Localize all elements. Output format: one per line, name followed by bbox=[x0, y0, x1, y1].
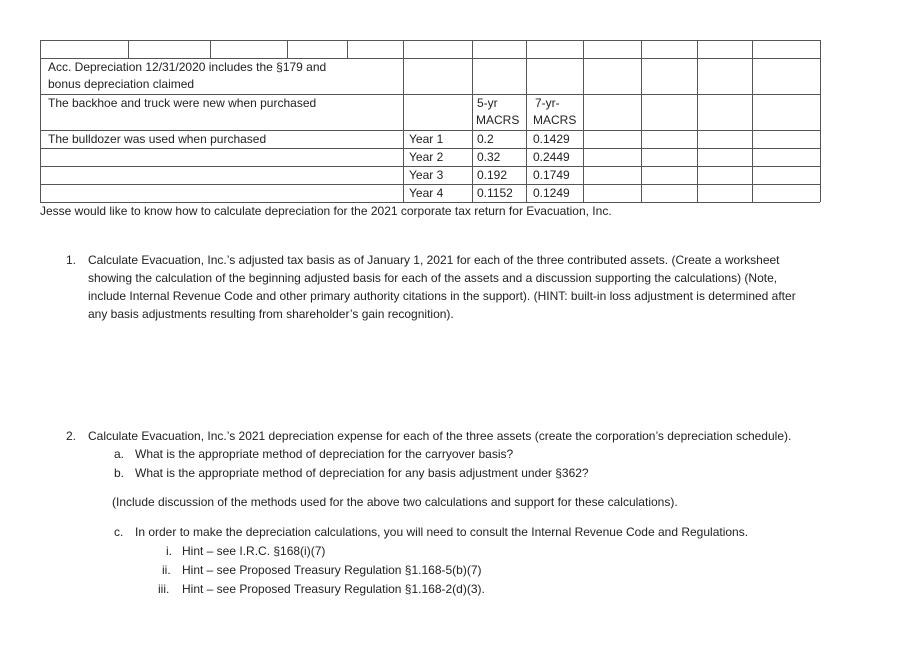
rate-5yr: 0.32 bbox=[477, 150, 501, 164]
header-7yr: 7-yr- bbox=[535, 96, 560, 110]
rate-7yr: 0.1429 bbox=[533, 132, 570, 146]
intro-text: Jesse would like to know how to calculate depreciation for the 2021 corporate tax return for Evacuation, Inc. bbox=[40, 204, 612, 218]
hint-marker: iii. bbox=[158, 582, 170, 596]
q2a-text: What is the appropriate method of depreciation for the carryover basis? bbox=[135, 447, 514, 461]
rate-7yr: 0.2449 bbox=[533, 150, 570, 164]
q2b-text: What is the appropriate method of depreciation for any basis adjustment under §362? bbox=[135, 466, 589, 480]
hint-text: Hint – see Proposed Treasury Regulation §1.168-2(d)(3). bbox=[182, 582, 485, 596]
header-5yr-macrs: MACRS bbox=[476, 113, 520, 127]
q2b-marker: b. bbox=[114, 466, 125, 480]
rate-7yr: 0.1249 bbox=[533, 186, 570, 200]
acc-depreciation-line2: bonus depreciation claimed bbox=[48, 77, 195, 91]
q2c-text: In order to make the depreciation calculations, you will need to consult the Internal Revenue Code and Regulations. bbox=[135, 525, 749, 539]
header-5yr: 5-yr bbox=[477, 96, 498, 110]
q2-note: (Include discussion of the methods used for the above two calculations and support for these calculations). bbox=[112, 495, 678, 509]
q2-number: 2. bbox=[66, 429, 77, 443]
year-label: Year 3 bbox=[409, 168, 444, 182]
hint-text: Hint – see I.R.C. §168(i)(7) bbox=[182, 544, 326, 558]
q1-number: 1. bbox=[66, 253, 77, 267]
q2c-marker: c. bbox=[114, 525, 124, 539]
year-label: Year 1 bbox=[409, 132, 444, 146]
hint-text: Hint – see Proposed Treasury Regulation §1.168-5(b)(7) bbox=[182, 563, 482, 577]
rate-5yr: 0.2 bbox=[477, 132, 494, 146]
year-label: Year 4 bbox=[409, 186, 444, 200]
acc-depreciation-line1: Acc. Depreciation 12/31/2020 includes the §179 and bbox=[48, 60, 327, 74]
rate-5yr: 0.192 bbox=[477, 168, 508, 182]
rate-7yr: 0.1749 bbox=[533, 168, 570, 182]
q2a-marker: a. bbox=[114, 447, 125, 461]
q1-line: showing the calculation of the beginning adjusted basis for each of the assets and a discussion supporting the calculations) (Note, bbox=[88, 271, 778, 285]
q1-line: include Internal Revenue Code and other primary authority citations in the support). (HINT: built-in loss adjustment is determined after bbox=[88, 289, 796, 303]
q1-line: Calculate Evacuation, Inc.’s adjusted tax basis as of January 1, 2021 for each of the three contributed assets. (Create a worksheet bbox=[88, 253, 780, 267]
q2-text: Calculate Evacuation, Inc.’s 2021 depreciation expense for each of the three assets (create the corporation’s depreciation schedule). bbox=[88, 429, 792, 443]
rate-5yr: 0.1152 bbox=[477, 186, 513, 200]
backhoe-truck-note: The backhoe and truck were new when purchased bbox=[48, 96, 317, 110]
hint-marker: ii. bbox=[162, 563, 171, 577]
header-7yr-macrs: MACRS bbox=[533, 113, 577, 127]
bulldozer-note: The bulldozer was used when purchased bbox=[48, 132, 267, 146]
hint-marker: i. bbox=[166, 544, 172, 558]
q1-line: any basis adjustments resulting from shareholder’s gain recognition). bbox=[88, 307, 454, 321]
year-label: Year 2 bbox=[409, 150, 444, 164]
